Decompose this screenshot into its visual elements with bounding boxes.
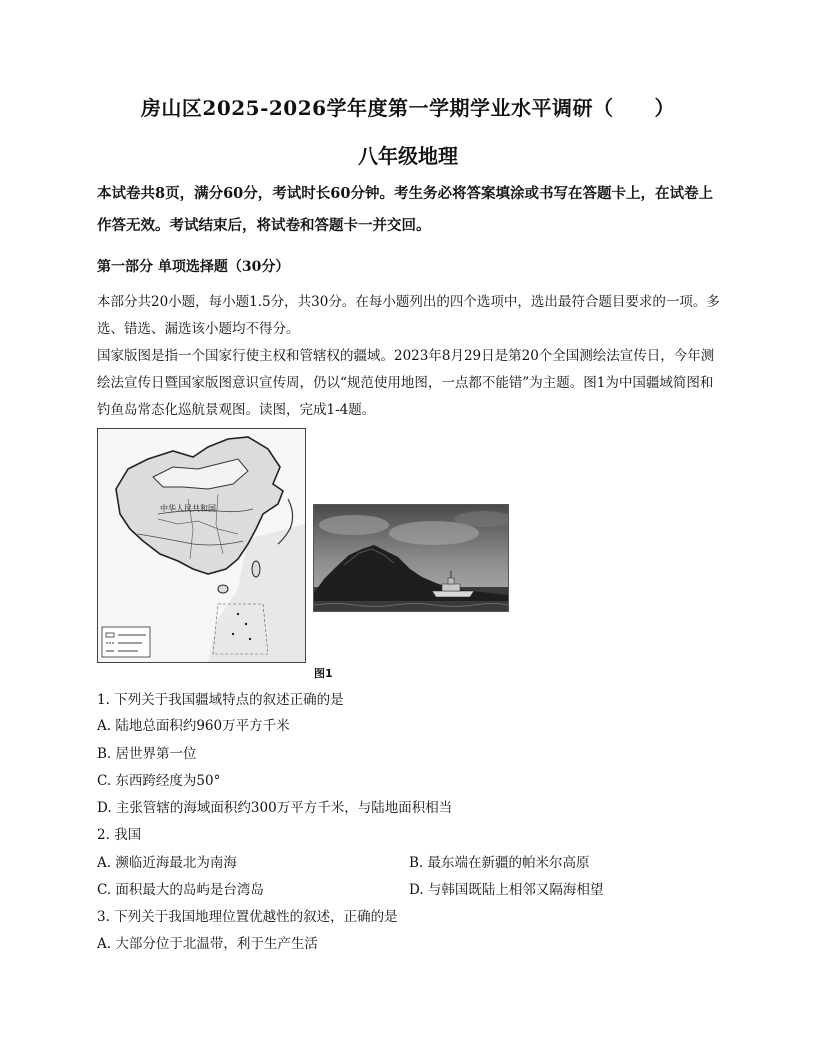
figure-caption: 图1 — [314, 667, 333, 680]
question-1-option-d[interactable]: D. 主张管辖的海域面积约300万平方千米，与陆地面积相当 — [97, 800, 453, 816]
question-3-stem: 3. 下列关于我国地理位置优越性的叙述，正确的是 — [97, 909, 398, 925]
question-1-option-c[interactable]: C. 东西跨经度为50° — [97, 773, 221, 789]
question-2-option-a[interactable]: A. 濒临近海最北为南海 — [97, 855, 237, 871]
exam-notice: 本试卷共8页，满分60分，考试时长60分钟。考生务必将答案填涂或书写在答题卡上，在试卷上作答无效。考试结束后，将试卷和答题卡一并交回。 — [97, 185, 713, 234]
diaoyu-island-patrol-photo — [313, 504, 509, 612]
map-drawing — [98, 429, 305, 662]
exam-title: 房山区2025-2026学年度第一学期学业水平调研（ ） — [140, 96, 676, 120]
exam-subtitle: 八年级地理 — [358, 144, 458, 168]
question-3-option-a[interactable]: A. 大部分位于北温带，利于生产生活 — [97, 936, 318, 952]
map-country-label: 中华人民共和国 — [160, 504, 216, 513]
question-2-option-d[interactable]: D. 与韩国既陆上相邻又隔海相望 — [409, 882, 604, 898]
question-2-option-b[interactable]: B. 最东端在新疆的帕米尔高原 — [409, 855, 590, 871]
photo-drawing — [314, 505, 508, 611]
question-1-option-b[interactable]: B. 居世界第一位 — [97, 746, 197, 762]
section-instructions: 本部分共20小题，每小题1.5分，共30分。在每小题列出的四个选项中，选出最符合题目要求的一项。多选、错选、漏选该小题均不得分。 — [97, 294, 720, 337]
china-territory-map — [97, 428, 306, 663]
question-1-stem: 1. 下列关于我国疆域特点的叙述正确的是 — [97, 692, 344, 708]
question-2-option-c[interactable]: C. 面积最大的岛屿是台湾岛 — [97, 882, 264, 898]
section-heading: 第一部分 单项选择题（30分） — [97, 259, 290, 275]
question-2-stem: 2. 我国 — [97, 827, 142, 843]
question-1-option-a[interactable]: A. 陆地总面积约960万平方千米 — [97, 718, 290, 734]
question-context: 国家版图是指一个国家行使主权和管辖权的疆域。2023年8月29日是第20个全国测绘法宣传日，今年测绘法宣传日暨国家版图意识宣传周，仍以“规范使用地图，一点都不能错”为主题。图1为中国疆域简图和钓鱼岛常态化巡航景观图。读图，完成1-4题。 — [97, 348, 715, 418]
figure-1 — [97, 428, 512, 683]
